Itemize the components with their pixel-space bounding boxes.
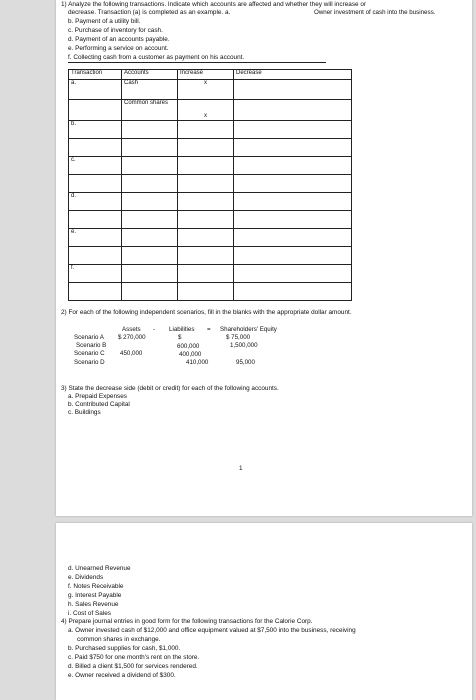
scenario-liabilities: 600,000 xyxy=(177,343,200,350)
q2-header-assets: Assets xyxy=(122,326,141,333)
cell-decrease xyxy=(234,247,352,265)
q1-item-b: b. Payment of a utility bill. xyxy=(68,18,141,25)
q2-prompt: 2) For each of the following independent scenarios, fill in the blanks with the appropriate dollar amount. xyxy=(61,309,352,316)
cell-account: Cash xyxy=(122,80,178,100)
cell-increase xyxy=(178,121,234,139)
cell-transaction xyxy=(69,100,122,121)
q2-header-liabilities: Liabilities xyxy=(169,326,195,333)
cell-account xyxy=(122,175,178,193)
cell-increase xyxy=(178,157,234,175)
q4-item-c: c. Paid $750 for one month's rent on the store. xyxy=(68,654,200,661)
cell-transaction xyxy=(69,247,122,265)
scenario-liabilities: 410,000 xyxy=(186,359,209,366)
q4-item-e: e. Owner received a dividend of $300. xyxy=(68,672,176,679)
header-decrease: Decrease xyxy=(234,70,352,80)
scenario-name: Scenario D xyxy=(74,359,105,366)
table-row xyxy=(69,100,352,121)
table-row xyxy=(69,211,352,229)
cell-account xyxy=(122,265,178,283)
q1-prompt-line1: 1) Analyze the following transactions. Indicate which accounts are affected and whether they will increase or xyxy=(61,1,367,8)
scenario-equity: $ 75,000 xyxy=(226,334,251,341)
cell-account xyxy=(122,157,178,175)
q3-item-a: a. Prepaid Expenses xyxy=(68,393,127,400)
q2-header-minus: - xyxy=(153,326,156,333)
cell-transaction: d. xyxy=(69,193,122,211)
cell-decrease xyxy=(234,139,352,157)
q2-header-equity: Shareholders' Equity xyxy=(220,326,277,333)
q3-prompt: 3) State the decrease side (debit or credit) for each of the following accounts. xyxy=(61,385,279,392)
cell-account xyxy=(122,211,178,229)
cell-transaction: e. xyxy=(69,229,122,247)
q4-prompt: 4) Prepare journal entries in good form for the following transactions for the Calorie Corp. xyxy=(61,618,313,625)
q4-item-b: b. Purchased supplies for cash, $1,000. xyxy=(68,645,181,652)
q1-item-f: f. Collecting cash from a customer as payment on his account. xyxy=(68,54,245,61)
q3-item-h: h. Sales Revenue xyxy=(68,601,119,608)
cell-account xyxy=(122,283,178,301)
table-row xyxy=(69,193,352,211)
q3-item-d: d. Unearned Revenue xyxy=(68,565,131,572)
scenario-liabilities: $ xyxy=(178,334,182,341)
table-row xyxy=(69,247,352,265)
cell-decrease xyxy=(234,157,352,175)
q4-item-a-line1: a. Owner invested cash of $12,000 and office equipment valued at $7,500 into the business, receiving xyxy=(68,627,356,634)
cell-decrease xyxy=(234,175,352,193)
scenario-name: Scenario A xyxy=(74,334,104,341)
q3-item-f: f. Notes Receivable xyxy=(68,583,124,590)
cell-transaction xyxy=(69,139,122,157)
header-accounts: Accounts xyxy=(122,70,178,80)
table-header-row xyxy=(69,70,352,80)
q1-owner-note: Owner investment of cash into the business. xyxy=(314,9,436,16)
q1-item-d: d. Payment of an accounts payable. xyxy=(68,36,170,43)
scenario-liabilities: 400,000 xyxy=(179,351,202,358)
q4-item-d: d. Billed a client $1,500 for services rendered. xyxy=(68,663,198,670)
scenario-assets: $ 270,000 xyxy=(118,334,146,341)
q4-item-a-line2: common shares in exchange. xyxy=(77,636,161,643)
document-page-1 xyxy=(56,0,472,516)
cell-decrease xyxy=(234,283,352,301)
cell-account xyxy=(122,229,178,247)
table-row xyxy=(69,139,352,157)
table-row xyxy=(69,229,352,247)
cell-increase: x xyxy=(178,100,234,121)
table-row xyxy=(69,157,352,175)
cell-transaction xyxy=(69,175,122,193)
document-page-2 xyxy=(56,523,472,700)
table-row xyxy=(69,80,352,100)
cell-increase xyxy=(178,211,234,229)
q3-item-b: b. Contributed Capital xyxy=(68,401,130,408)
table-row xyxy=(69,175,352,193)
cell-decrease xyxy=(234,121,352,139)
cell-transaction xyxy=(69,211,122,229)
cell-increase xyxy=(178,247,234,265)
cell-account xyxy=(122,139,178,157)
scenario-equity: 1,500,000 xyxy=(230,342,258,349)
scenario-equity: 95,000 xyxy=(236,359,255,366)
page-number: 1 xyxy=(239,465,243,472)
cell-account xyxy=(122,247,178,265)
cell-transaction: a. xyxy=(69,80,122,100)
cell-transaction xyxy=(69,283,122,301)
q1-item-c: c. Purchase of inventory for cash. xyxy=(68,27,163,34)
cell-account: Common shares xyxy=(122,100,178,121)
q3-item-e: e. Dividends xyxy=(68,574,104,581)
scenario-name: Scenario B xyxy=(76,342,107,349)
cell-increase: x xyxy=(178,80,234,100)
cell-account xyxy=(122,121,178,139)
cell-decrease xyxy=(234,229,352,247)
cell-increase xyxy=(178,229,234,247)
cell-increase xyxy=(178,265,234,283)
q3-item-g: g. Interest Payable xyxy=(68,592,122,599)
scenario-name: Scenario C xyxy=(74,350,105,357)
scenario-assets: 450,000 xyxy=(120,350,143,357)
cell-decrease xyxy=(234,211,352,229)
cell-increase xyxy=(178,283,234,301)
q1-item-e: e. Performing a service on account. xyxy=(68,45,169,52)
cell-increase xyxy=(178,175,234,193)
cell-transaction: f. xyxy=(69,265,122,283)
table-row xyxy=(69,121,352,139)
cell-increase xyxy=(178,139,234,157)
cell-decrease xyxy=(234,80,352,100)
transaction-table xyxy=(68,69,352,301)
cell-decrease xyxy=(234,193,352,211)
cell-transaction: b. xyxy=(69,121,122,139)
header-transaction: Transaction xyxy=(69,70,122,80)
cell-increase xyxy=(178,193,234,211)
cell-decrease xyxy=(234,100,352,121)
header-increase: Increase xyxy=(178,70,234,80)
q1-prompt-line2: decrease. Transaction (a) is completed as an example. a. xyxy=(68,9,231,16)
table-row xyxy=(69,265,352,283)
cell-account xyxy=(122,193,178,211)
table-row xyxy=(69,283,352,301)
q3-item-i: i. Cost of Sales xyxy=(68,610,111,617)
cell-decrease xyxy=(234,265,352,283)
cell-transaction: c. xyxy=(69,157,122,175)
q2-header-equals: = xyxy=(207,326,211,333)
q3-item-c: c. Buildings xyxy=(68,409,101,416)
q1-underline xyxy=(68,62,326,63)
